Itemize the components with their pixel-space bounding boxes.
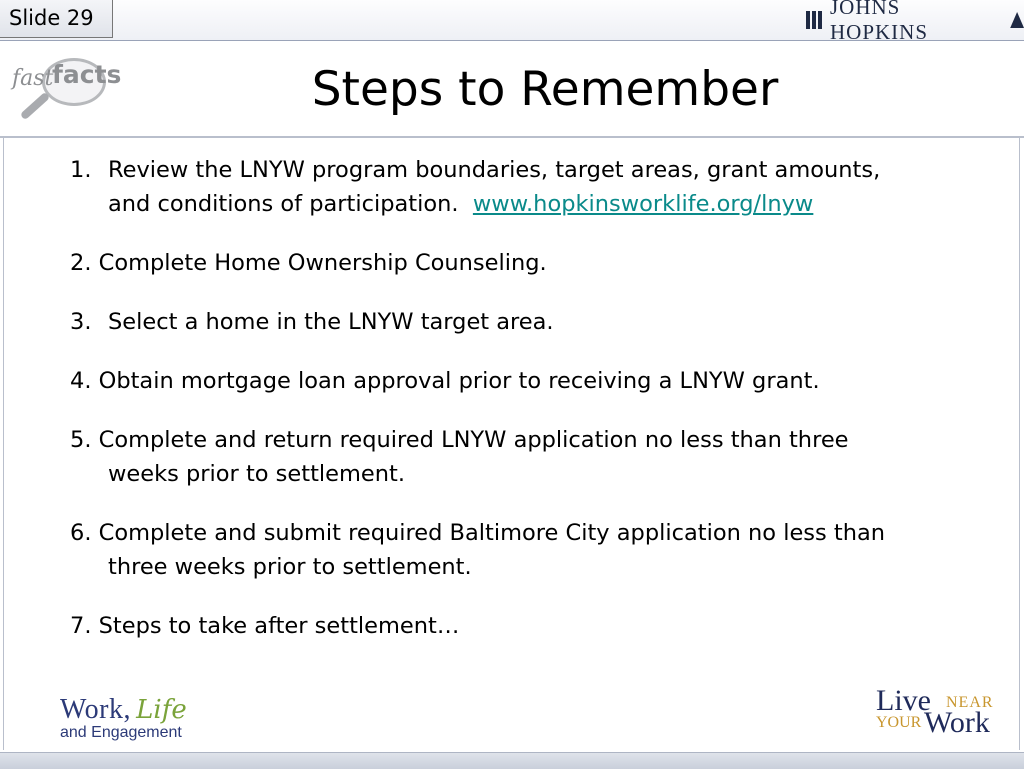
step-text: 7. Steps to take after settlement… [70, 613, 460, 639]
step-text: 6. Complete and submit required Baltimore City application no less than [70, 520, 886, 546]
flag-icon [806, 11, 822, 29]
step-text: 2. Complete Home Ownership Counseling. [70, 250, 547, 276]
logo-engagement: and Engagement [60, 724, 182, 741]
logo-life: Life [136, 695, 187, 725]
slide-title: Steps to Remember [311, 62, 779, 117]
step-text: 4. Obtain mortgage loan approval prior to receiving a LNYW grant. [70, 368, 820, 394]
logo-work-word: Work [924, 706, 990, 739]
step-number: 1. [70, 157, 92, 183]
frame-right [1019, 138, 1020, 750]
list-item [70, 305, 1000, 339]
seal-icon [1010, 12, 1024, 28]
list-item [70, 609, 1000, 643]
list-item [70, 364, 1000, 398]
frame-left [3, 138, 4, 750]
work-life-engagement-logo [60, 694, 187, 742]
logo-live: Live [876, 684, 931, 717]
slide-number: Slide 29 [9, 6, 94, 30]
logo-near: NEAR [946, 694, 994, 711]
step-text-cont: weeks prior to settlement. [108, 461, 405, 487]
step-text: Select a home in the LNYW target area. [108, 309, 554, 335]
logo-your: YOUR [876, 714, 922, 731]
list-item [70, 423, 1000, 491]
steps-list [70, 153, 1000, 643]
live-near-your-work-logo [876, 684, 1016, 744]
badge-fast: fast [12, 66, 54, 91]
list-item [70, 153, 1000, 221]
slide-number-tab [0, 0, 113, 38]
frame-bottom [0, 752, 1024, 769]
johns-hopkins-logo [806, 0, 1024, 44]
logo-work: Work, [60, 694, 132, 725]
step-text: Review the LNYW program boundaries, target areas, grant amounts, [108, 157, 881, 183]
step-number: 3. [70, 309, 92, 335]
list-item [70, 246, 1000, 280]
badge-facts: facts [52, 60, 122, 89]
step-text-cont [70, 187, 1000, 221]
lnyw-link[interactable]: www.hopkinsworklife.org/lnyw [472, 191, 814, 217]
step-text-cont: three weeks prior to settlement. [108, 554, 472, 580]
frame-top [0, 136, 1024, 138]
step-text-b: and conditions of participation. [108, 191, 459, 217]
list-item [70, 516, 1000, 584]
step-text: 5. Complete and return required LNYW application no less than three [70, 427, 849, 453]
brand-name: JOHNS HOPKINS [830, 0, 929, 44]
